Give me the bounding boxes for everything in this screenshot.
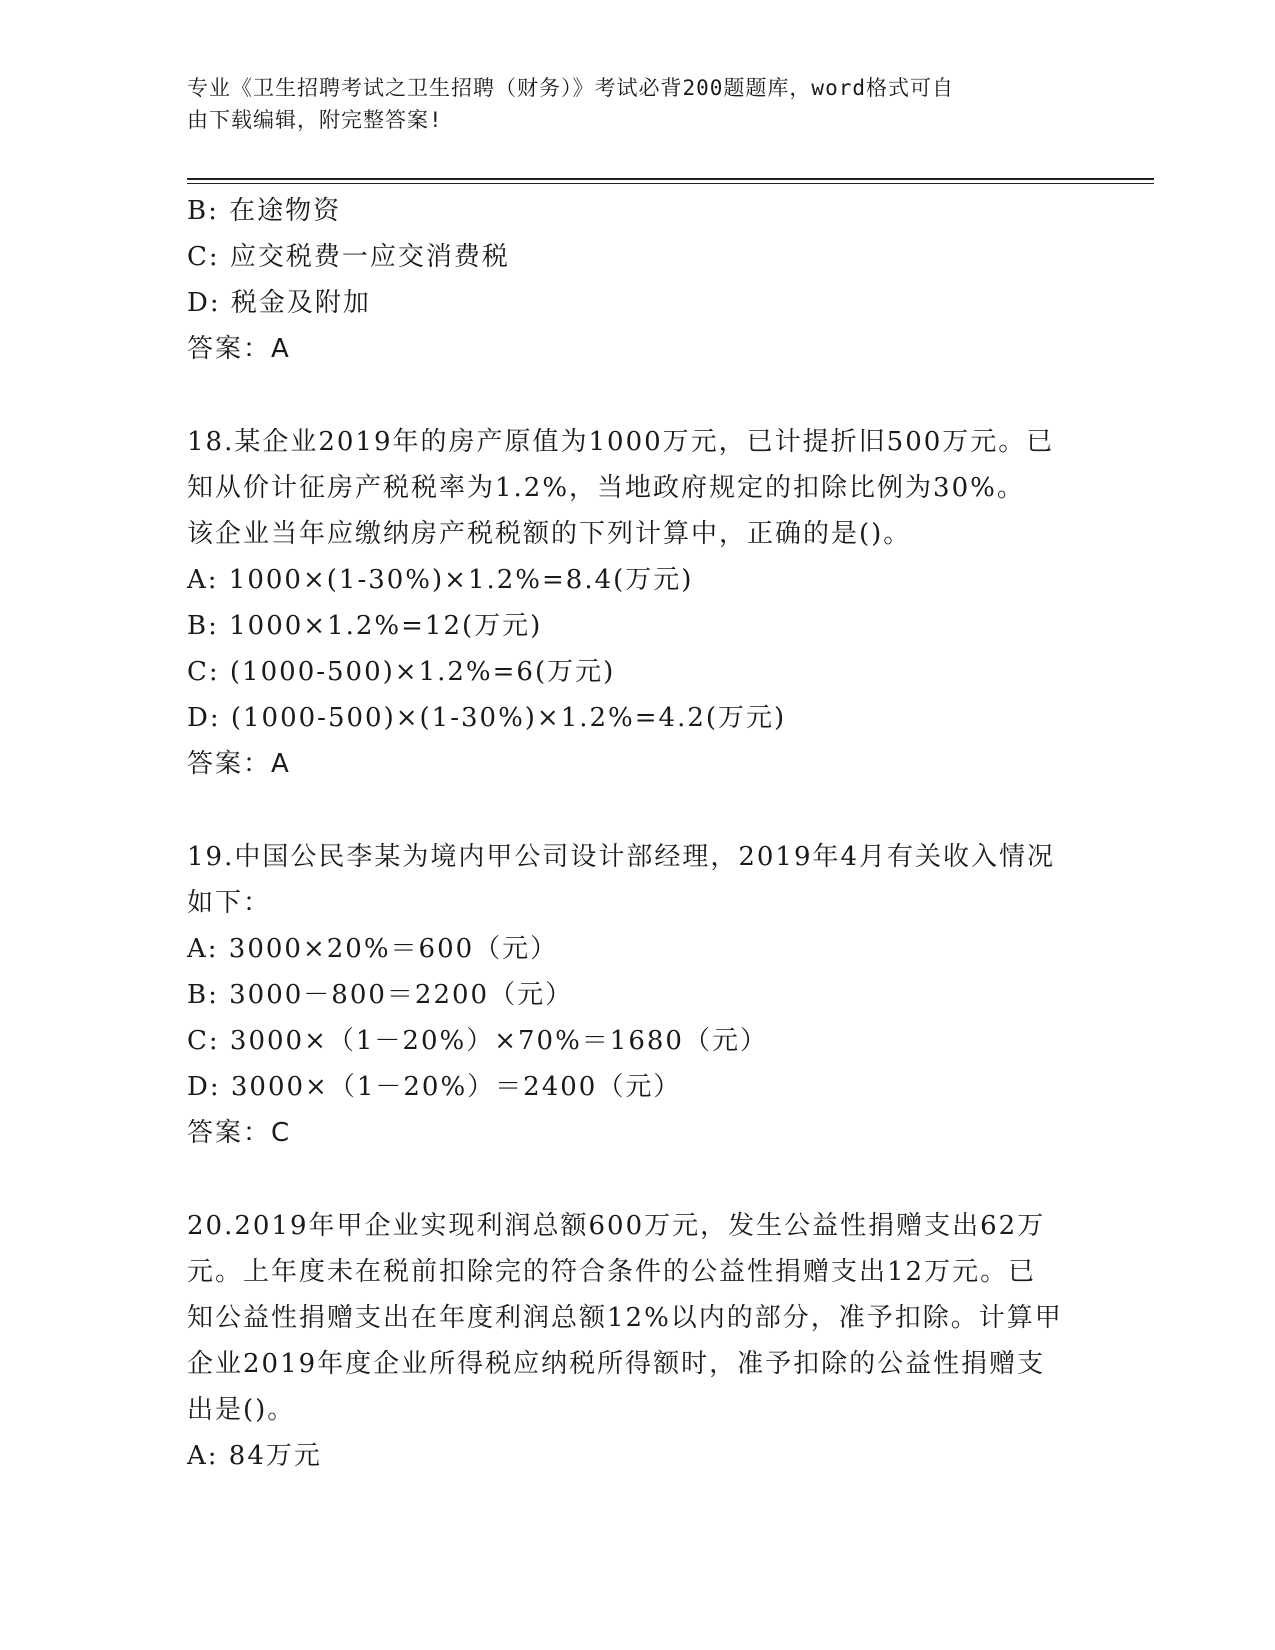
q17-option-b: B: 在途物资 xyxy=(187,196,342,226)
header-line-2: 由下载编辑，附完整答案! xyxy=(187,108,443,132)
q19-option-a: A: 3000×20%＝600（元） xyxy=(187,934,559,964)
header-line-1: 专业《卫生招聘考试之卫生招聘（财务）》考试必背200题题库，word格式可自 xyxy=(187,76,954,100)
q20-stem-line: 元。上年度未在税前扣除完的符合条件的公益性捐赠支出12万元。已 xyxy=(187,1257,1037,1287)
question-17 xyxy=(187,188,1087,372)
document-body xyxy=(187,188,1087,1479)
q18-option-b: B: 1000×1.2%=12(万元) xyxy=(187,611,543,641)
q17-option-c: C: 应交税费一应交消费税 xyxy=(187,242,510,272)
question-19 xyxy=(187,834,1087,1156)
q19-stem-line: 19.中国公民李某为境内甲公司设计部经理，2019年4月有关收入情况 xyxy=(187,842,1056,872)
header-divider-thick xyxy=(187,178,1154,180)
q19-option-c: C: 3000×（1－20%）×70%＝1680（元） xyxy=(187,1026,768,1056)
q19-stem-line: 如下： xyxy=(187,888,272,918)
document-header xyxy=(187,72,1067,136)
header-divider-thin xyxy=(187,183,1154,184)
q19-option-b: B: 3000－800＝2200（元） xyxy=(187,980,574,1010)
q18-option-c: C: (1000-500)×1.2%=6(万元) xyxy=(187,657,616,687)
q18-option-d: D: (1000-500)×(1-30%)×1.2%=4.2(万元) xyxy=(187,703,787,733)
q18-stem-line: 18.某企业2019年的房产原值为1000万元，已计提折旧500万元。已 xyxy=(187,427,1055,457)
q19-answer: 答案：C xyxy=(187,1118,292,1148)
q19-option-d: D: 3000×（1－20%）＝2400（元） xyxy=(187,1072,682,1102)
q18-stem-line: 该企业当年应缴纳房产税税额的下列计算中，正确的是()。 xyxy=(187,519,912,549)
question-18 xyxy=(187,419,1087,787)
q20-option-a: A: 84万元 xyxy=(187,1441,322,1471)
q20-stem-line: 出是()。 xyxy=(187,1395,296,1425)
q17-option-d: D: 税金及附加 xyxy=(187,288,371,318)
q20-stem-line: 知公益性捐赠支出在年度利润总额12%以内的部分，准予扣除。计算甲 xyxy=(187,1303,1063,1333)
q20-stem-line: 20.2019年甲企业实现利润总额600万元，发生公益性捐赠支出62万 xyxy=(187,1211,1046,1241)
q18-answer: 答案：A xyxy=(187,749,291,779)
q20-stem-line: 企业2019年度企业所得税应纳税所得额时，准予扣除的公益性捐赠支 xyxy=(187,1349,1046,1379)
q18-stem-line: 知从价计征房产税税率为1.2%，当地政府规定的扣除比例为30%。 xyxy=(187,473,1025,503)
question-20 xyxy=(187,1203,1087,1479)
q17-answer: 答案：A xyxy=(187,334,291,364)
q18-option-a: A: 1000×(1-30%)×1.2%=8.4(万元) xyxy=(187,565,694,595)
